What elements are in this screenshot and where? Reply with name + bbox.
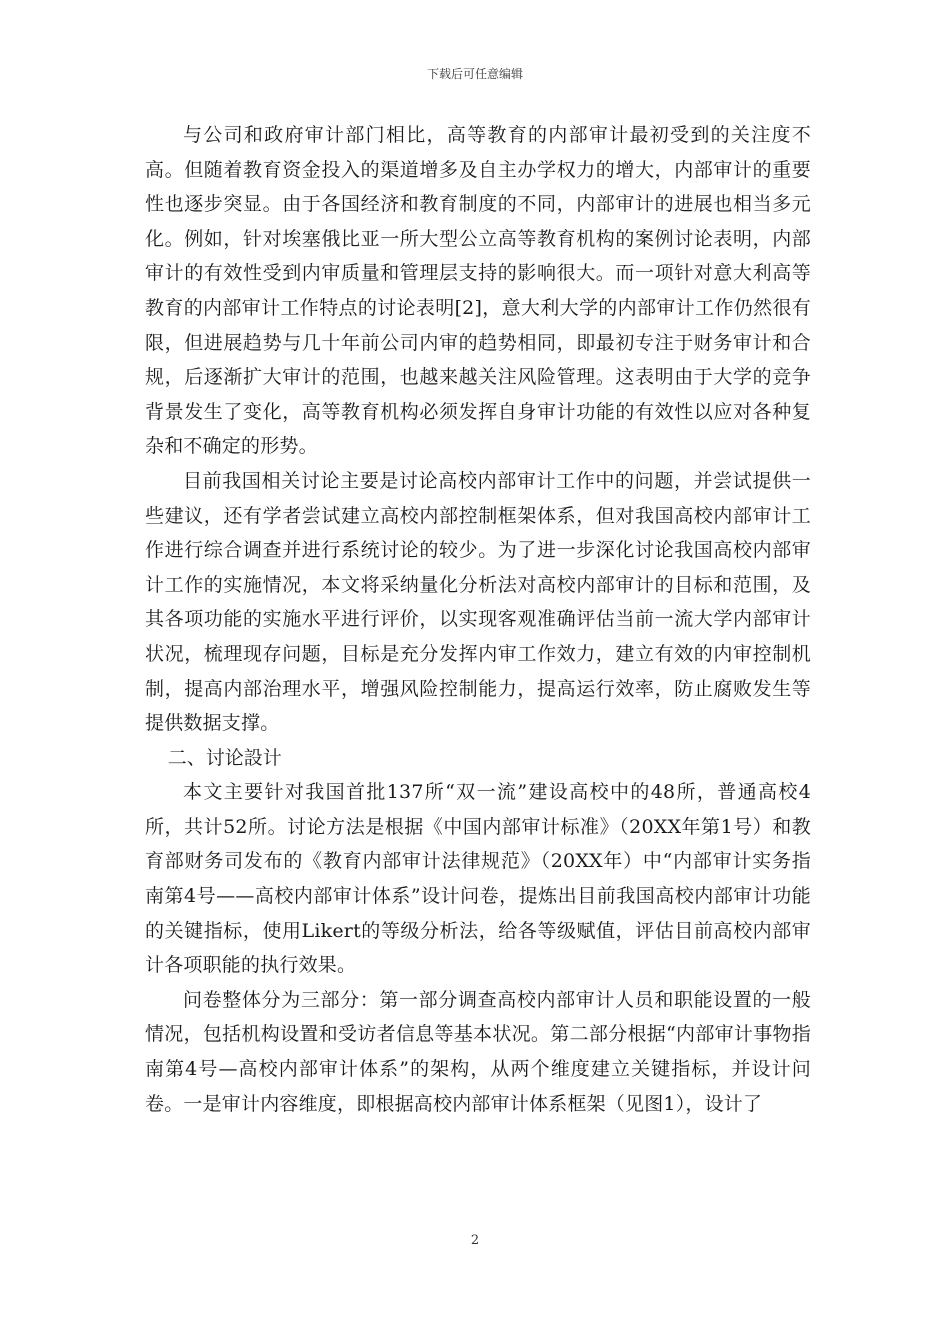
document-body xyxy=(145,118,811,1121)
paragraph-questionnaire: 问卷整体分为三部分：第一部分调查高校内部审计人员和职能设置的一般情况，包括机构设置和受访者信息等基本状况。第二部分根据“内部审计事物指南第4号—高校内部审计体系”的架构，从两个维度建立关键指标，并设计问卷。一是审计内容维度，即根据高校内部审计体系框架（见图1），设计了 xyxy=(145,988,811,1115)
page-header: 下载后可任意编辑 xyxy=(426,67,523,81)
paragraph-research-method: 本文主要针对我国首批137所“双一流”建设高校中的48所，普通高校4所，共计52所。讨论方法是根据《中国内部审计标准》（20XX年第1号）和教育部财务司发布的《教育内部审计法律规范》（20XX年）中“内部审计实务指南第4号——高校内部审计体系”设计问卷，提炼出目前我国高校内部审计功能的关键指标，使用Likert的等级分析法，给各等级赋值，评估目前高校内部审计各项职能的执行效果。 xyxy=(145,781,811,977)
page-number: 2 xyxy=(470,1233,480,1248)
paragraph-domestic-research: 目前我国相关讨论主要是讨论高校内部审计工作中的问题，并尝试提供一些建议，还有学者尝试建立高校内部控制框架体系，但对我国高校内部审计工作进行综合调查并进行系统讨论的较少。为了进一步深化讨论我国高校内部审计工作的实施情况，本文将采纳量化分析法对高校内部审计的目标和范围，及其各项功能的实施水平进行评价，以实现客观准确评估当前一流大学内部审计状况，梳理现存问题，目标是充分发挥内审工作效力，建立有效的内审控制机制，提高内部治理水平，增强风险控制能力，提高运行效率，防止腐败发生等提供数据支撑。 xyxy=(145,469,811,735)
section-heading: 二、讨论設计 xyxy=(167,746,282,769)
paragraph-intro: 与公司和政府审计部门相比，高等教育的内部审计最初受到的关注度不高。但随着教育资金投入的渠道增多及自主办学权力的增大，内部审计的重要性也逐步突显。由于各国经济和教育制度的不同，内部审计的进展也相当多元化。例如，针对埃塞俄比亚一所大型公立高等教育机构的案例讨论表明，内部审计的有效性受到内审质量和管理层支持的影响很大。而一项针对意大利高等教育的内部审计工作特点的讨论表明[2]，意大利大学的内部审计工作仍然很有限，但进展趋势与几十年前公司内审的趋势相同，即最初专注于财务审计和合规，后逐渐扩大审计的范围，也越来越关注风险管理。这表明由于大学的竞争背景发生了变化，高等教育机构必须发挥自身审计功能的有效性以应对各种复杂和不确定的形势。 xyxy=(145,124,811,458)
